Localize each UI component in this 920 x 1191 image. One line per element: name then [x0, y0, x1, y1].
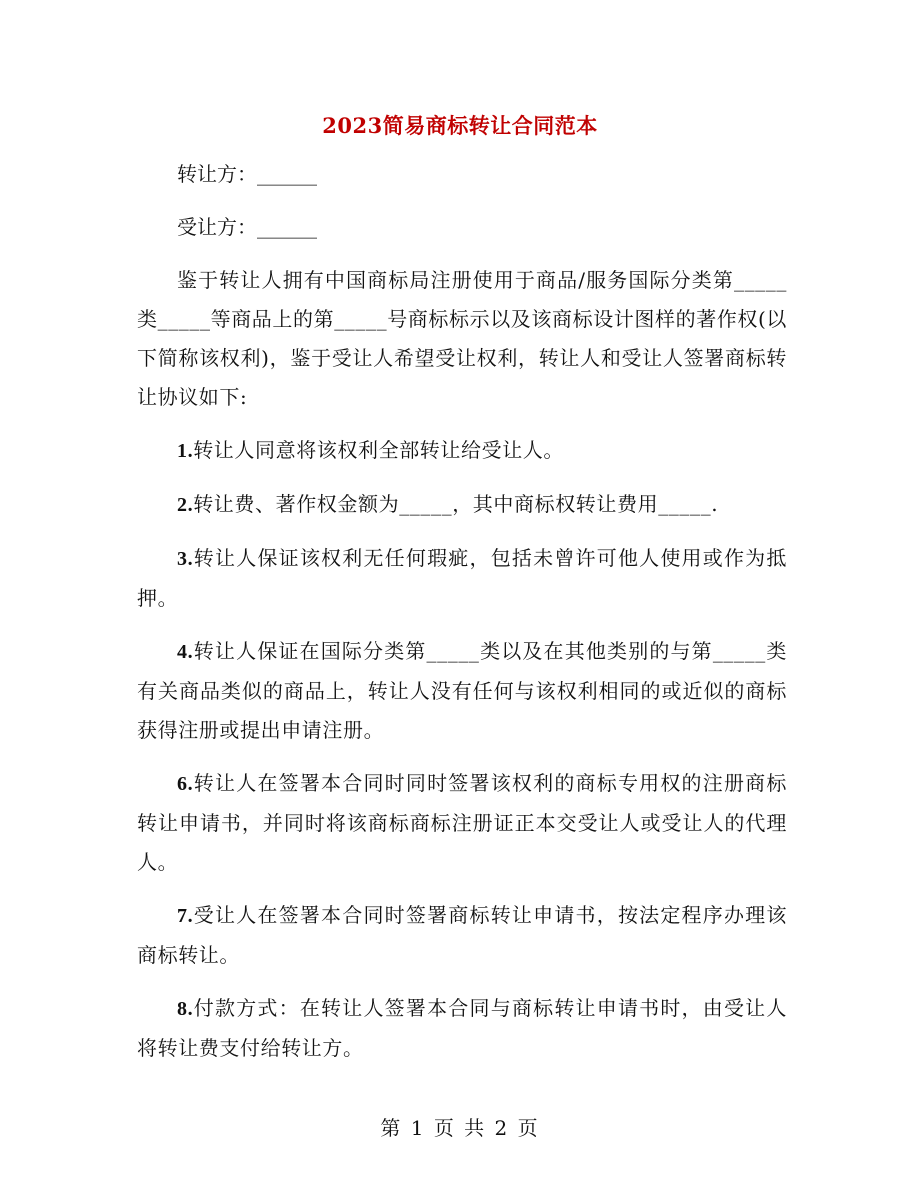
clause-number: 1.	[177, 440, 194, 462]
clause-text: 转让费、著作权金额为_____，其中商标权转让费用_____.	[193, 492, 719, 516]
clause-7	[137, 896, 787, 975]
intro-paragraph: 鉴于转让人拥有中国商标局注册使用于商品/服务国际分类第_____类_____等商品上的第_____号商标标示以及该商标设计图样的著作权(以下简称该权利)，鉴于受让人希望受让权利，转让人和受让人签署商标转让协议如下:	[137, 268, 788, 409]
document-body	[137, 155, 787, 1082]
page-indicator: 第 1 页 共 2 页	[380, 1116, 540, 1140]
clause-number: 2.	[177, 494, 194, 516]
clause-4	[137, 632, 787, 750]
clause-6	[137, 764, 787, 882]
clause-text: 转让人保证该权利无任何瑕疵，包括未曾许可他人使用或作为抵押。	[137, 546, 787, 610]
clause-2	[137, 485, 787, 525]
clause-number: 3.	[177, 548, 194, 570]
clause-8	[137, 989, 787, 1068]
transferor-line: 转让方：______	[177, 162, 317, 186]
clause-1	[137, 431, 787, 471]
clause-number: 7.	[177, 905, 194, 927]
clause-text: 转让人在签署本合同时同时签署该权利的商标专用权的注册商标转让申请书，并同时将该商标商标注册证正本交受让人或受让人的代理人。	[137, 771, 787, 874]
clause-text: 付款方式：在转让人签署本合同与商标转让申请书时，由受让人将转让费支付给转让方。	[137, 996, 787, 1060]
clause-number: 4.	[177, 641, 194, 663]
document-title: 2023简易商标转让合同范本	[322, 113, 598, 138]
clause-text: 受让人在签署本合同时签署商标转让申请书，按法定程序办理该商标转让。	[137, 903, 787, 967]
clause-text: 转让人保证在国际分类第_____类以及在其他类别的与第_____类有关商品类似的商品上，转让人没有任何与该权利相同的或近似的商标获得注册或提出申请注册。	[137, 639, 787, 742]
clause-number: 8.	[177, 998, 194, 1020]
clause-number: 6.	[177, 773, 194, 795]
transferee-line: 受让方：______	[177, 215, 317, 239]
clause-3	[137, 539, 787, 618]
clause-text: 转让人同意将该权利全部转让给受让人。	[193, 438, 565, 462]
